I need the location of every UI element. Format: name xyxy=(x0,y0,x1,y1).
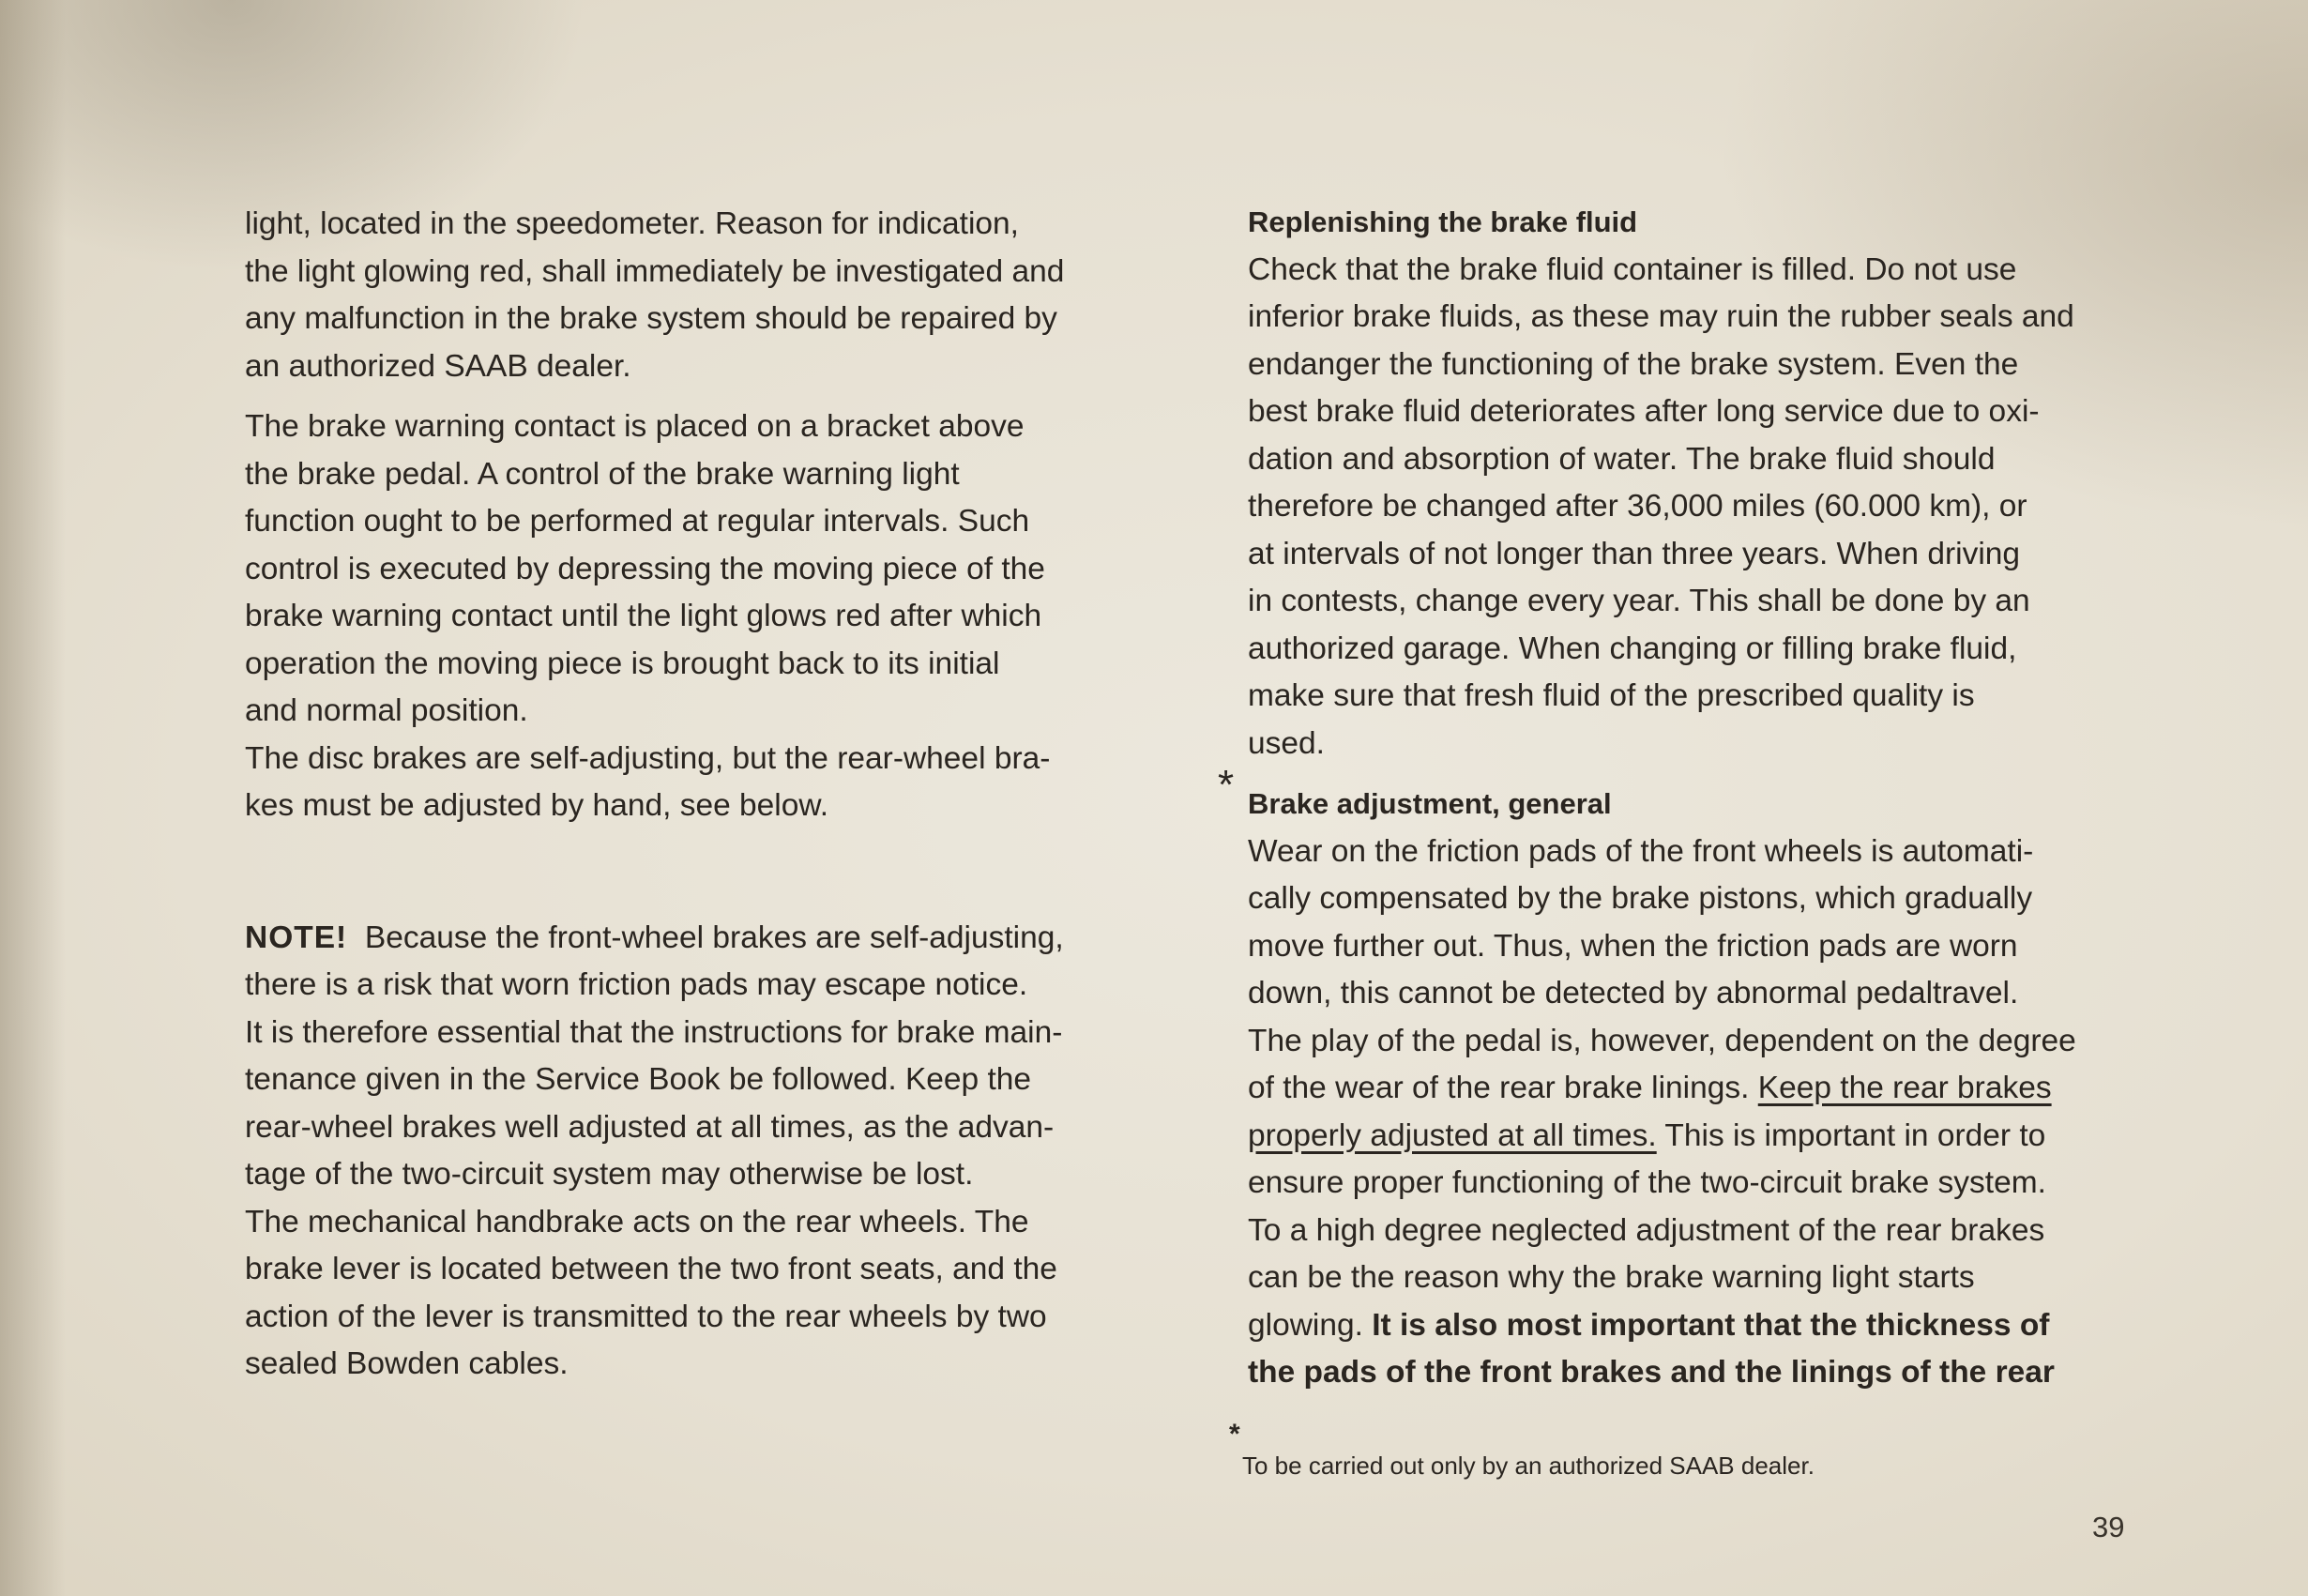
text-line: Wear on the friction pads of the front wheels is automati- xyxy=(1248,833,2034,869)
right-paragraph-2 xyxy=(1248,828,2195,1397)
section-heading-brake-fluid: Replenishing the brake fluid xyxy=(1248,205,1638,238)
text-line: The brake warning contact is placed on a bracket above xyxy=(245,409,1025,444)
text-line: there is a risk that worn friction pads may escape notice. xyxy=(245,967,1028,1002)
text-line: an authorized SAAB dealer. xyxy=(245,348,631,384)
text-line: cally compensated by the brake pistons, which gradually xyxy=(1248,881,2033,916)
right-column xyxy=(1248,199,2195,1397)
text-line-bold: the pads of the front brakes and the linings of the rear xyxy=(1248,1355,2055,1390)
footnote-text: To be carried out only by an authorized SAAB dealer. xyxy=(1242,1452,1815,1480)
text-line: the light glowing red, shall immediately be investigated and xyxy=(245,253,1065,289)
text-line: tenance given in the Service Book be followed. Keep the xyxy=(245,1062,1032,1097)
text-line: The mechanical handbrake acts on the rear wheels. The xyxy=(245,1204,1029,1239)
text-line: move further out. Thus, when the friction pads are worn xyxy=(1248,928,2018,964)
text-line: authorized garage. When changing or filling brake fluid, xyxy=(1248,631,2017,666)
text-line: brake lever is located between the two front seats, and the xyxy=(245,1252,1057,1286)
page-fold-shadow xyxy=(0,0,66,1596)
left-column xyxy=(245,201,1202,1389)
text-fragment: This is important in order to xyxy=(1656,1117,2046,1153)
text-line: operation the moving piece is brought back to its initial xyxy=(245,646,1000,681)
text-line: in contests, change every year. This shall be done by an xyxy=(1248,584,2030,618)
text-line: ensure proper functioning of the two-circuit brake system. xyxy=(1248,1165,2046,1200)
text-line: control is executed by depressing the moving piece of the xyxy=(245,551,1045,586)
text-line: any malfunction in the brake system should be repaired by xyxy=(245,301,1057,336)
note-label: NOTE! xyxy=(245,920,348,955)
footnote-asterisk: * xyxy=(1229,1419,1240,1450)
text-line: inferior brake fluids, as these may ruin the rubber seals and xyxy=(1248,299,2074,334)
text-fragment: glowing. xyxy=(1248,1307,1373,1343)
text-line: rear-wheel brakes well adjusted at all times, as the advan- xyxy=(245,1109,1055,1145)
text-line: The play of the pedal is, however, dependent on the degree xyxy=(1248,1023,2076,1058)
text-line-underlined-2 xyxy=(1248,1113,2195,1161)
text-line: light, located in the speedometer. Reason for indication, xyxy=(245,206,1019,241)
text-line: used. xyxy=(1248,725,1325,761)
text-line: action of the lever is transmitted to the rear wheels by two xyxy=(245,1299,1047,1334)
note-first-text: Because the front-wheel brakes are self-adjusting, xyxy=(364,920,1064,955)
text-line: sealed Bowden cables. xyxy=(245,1346,569,1381)
text-line: at intervals of not longer than three years. When driving xyxy=(1248,536,2021,571)
text-fragment: of the wear of the rear brake linings. xyxy=(1248,1071,1758,1105)
left-paragraph-2 xyxy=(245,403,1202,830)
note-paragraph xyxy=(245,915,1202,1389)
text-line: To a high degree neglected adjustment of the rear brakes xyxy=(1248,1212,2045,1248)
asterisk-marker: * xyxy=(1218,762,1235,808)
bold-text: It is also most important that the thickness of xyxy=(1372,1307,2050,1343)
text-line: can be the reason why the brake warning light starts xyxy=(1248,1260,1975,1295)
text-line: endanger the functioning of the brake system. Even the xyxy=(1248,346,2019,382)
underlined-text: properly adjusted at all times. xyxy=(1248,1117,1657,1153)
text-line: function ought to be performed at regular intervals. Such xyxy=(245,504,1030,539)
text-line: brake warning contact until the light glows red after which xyxy=(245,599,1042,633)
text-line-underlined-1 xyxy=(1248,1065,2195,1113)
text-line: Check that the brake fluid container is filled. Do not use xyxy=(1248,251,2017,287)
text-line-bold-start xyxy=(1248,1302,2195,1350)
text-line: make sure that fresh fluid of the prescribed quality is xyxy=(1248,678,1975,713)
right-paragraph-1 xyxy=(1248,247,2195,768)
text-line: therefore be changed after 36,000 miles (60.000 km), or xyxy=(1248,489,2027,524)
text-line: the brake pedal. A control of the brake warning light xyxy=(245,456,960,492)
note-first-line xyxy=(245,915,1202,963)
left-paragraph-1 xyxy=(245,201,1202,390)
text-line: dation and absorption of water. The brake fluid should xyxy=(1248,441,1996,477)
text-line: tage of the two-circuit system may otherwise be lost. xyxy=(245,1157,974,1192)
section-heading-brake-adjustment: Brake adjustment, general xyxy=(1248,787,1612,820)
underlined-text: Keep the rear brakes xyxy=(1757,1071,2052,1105)
page-number: 39 xyxy=(2092,1511,2125,1543)
text-line: The disc brakes are self-adjusting, but the rear-wheel bra- xyxy=(245,740,1051,776)
text-line: and normal position. xyxy=(245,693,528,728)
text-line: kes must be adjusted by hand, see below. xyxy=(245,788,829,823)
text-line: best brake fluid deteriorates after long service due to oxi- xyxy=(1248,394,2040,429)
text-line: It is therefore essential that the instructions for brake main- xyxy=(245,1014,1063,1050)
text-line: down, this cannot be detected by abnormal pedaltravel. xyxy=(1248,976,2019,1011)
